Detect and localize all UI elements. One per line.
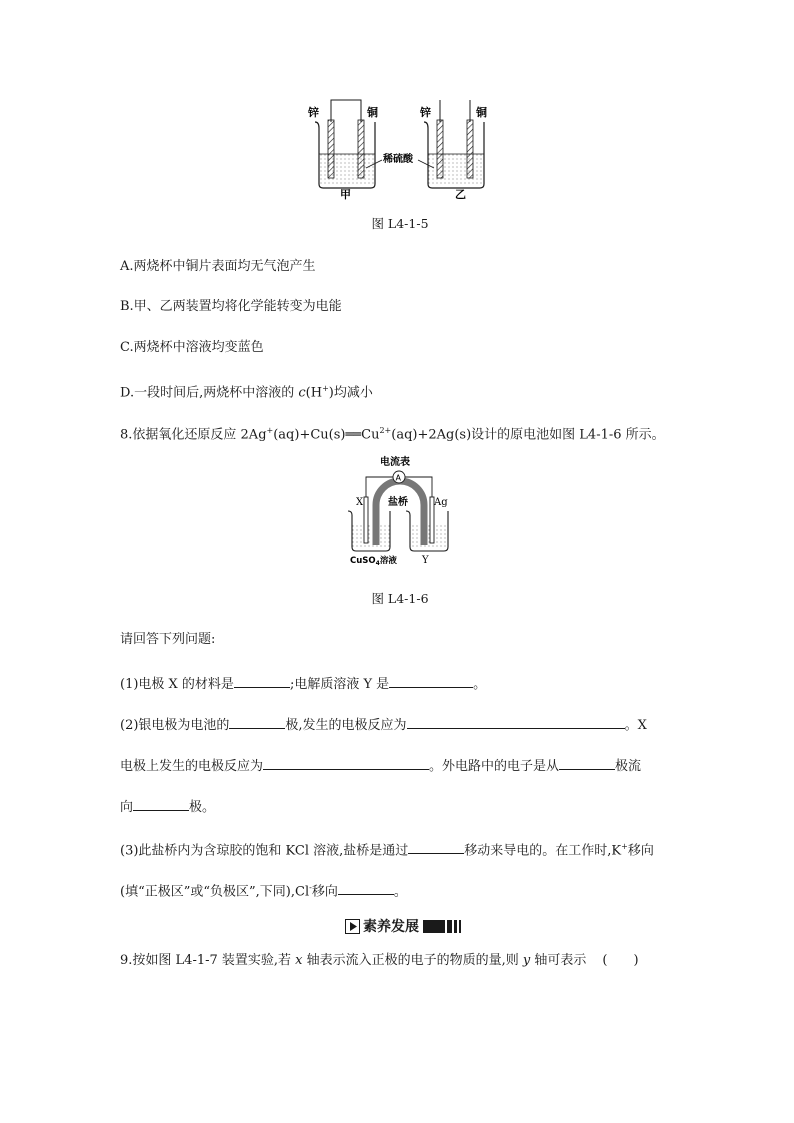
option-b: B.甲、乙两装置均将化学能转变为电能 [120,299,342,314]
answer-blank-2c[interactable] [263,755,429,770]
answer-blank-2d[interactable] [559,755,615,770]
label-acid: 稀硫酸 [383,154,413,165]
play-icon [345,919,360,934]
answer-blank-1a[interactable] [234,673,290,688]
option-d: D.一段时间后,两烧杯中溶液的 c(H+)均减小 [120,384,373,401]
question-8-stem: 8.依据氧化还原反应 $2Ag^+(aq)+Cu(s)══Cu^{2+}(aq)+2Ag(s)$设计的原电池如图 L4-1-6 所示。 [120,426,665,443]
label-ammeter: 电流表 [380,457,410,468]
ammeter-symbol: A [395,473,401,483]
questions-prompt: 请回答下列问题: [120,632,216,647]
question-8-1: (1)电极 X 的材料是 ;电解质溶液 Y 是 。 [120,673,486,694]
answer-blank-3a[interactable] [408,839,464,854]
option-c: C.两烧杯中溶液均变蓝色 [120,340,264,355]
question-8-2-line1: (2)银电极为电池的 极,发生的电极反应为 。X [120,714,647,735]
label-jia: 甲 [340,188,351,201]
question-8-2-line3: 向 极。 [120,796,215,817]
label-y: Y [422,555,429,566]
label-x: X [356,497,364,508]
figure-caption-l4-1-6: 图 L4-1-6 [371,591,429,606]
figure-l4-1-6 [340,453,458,571]
option-a: A.两烧杯中铜片表面均无气泡产生 [120,259,316,274]
answer-blank-2a[interactable] [229,714,285,729]
answer-blank-1b[interactable] [389,673,473,688]
answer-bracket[interactable]: ( ) [602,953,639,968]
label-copper-right: 铜 [476,106,487,119]
label-salt-bridge: 盐桥 [388,497,408,508]
beaker-jia [315,100,375,188]
decorative-stripes [423,920,463,933]
label-zinc-left: 锌 [308,106,319,119]
figure-caption-l4-1-5: 图 L4-1-5 [371,216,429,231]
question-8-2-line2: 电极上发生的电极反应为 。外电路中的电子是从 极流 [120,755,641,776]
label-copper-left: 铜 [367,106,378,119]
question-8-3-line2: (填“正极区”或“负极区”,下同),Cl-移向 。 [120,879,407,901]
label-cuso4: CuSO$_4$溶液 [350,556,397,567]
beaker-yi [424,100,484,188]
figure-l4-1-5 [300,98,500,202]
question-9: 9.按如图 L4-1-7 装置实验,若 x 轴表示流入正极的电子的物质的量,则 y 轴可表示 ( ) [120,953,639,968]
answer-blank-2b[interactable] [407,714,625,729]
section-title: 素养发展 [363,919,419,935]
label-zinc-right: 锌 [420,106,431,119]
section-header [345,917,463,935]
answer-blank-2e[interactable] [133,796,189,811]
label-ag: Ag [434,497,448,508]
answer-blank-3b[interactable] [338,880,394,895]
question-8-3-line1: (3)此盐桥内为含琼胶的饱和 KCl 溶液,盐桥是通过 移动来导电的。在工作时,K+移向 [120,838,654,860]
label-yi: 乙 [455,188,466,201]
